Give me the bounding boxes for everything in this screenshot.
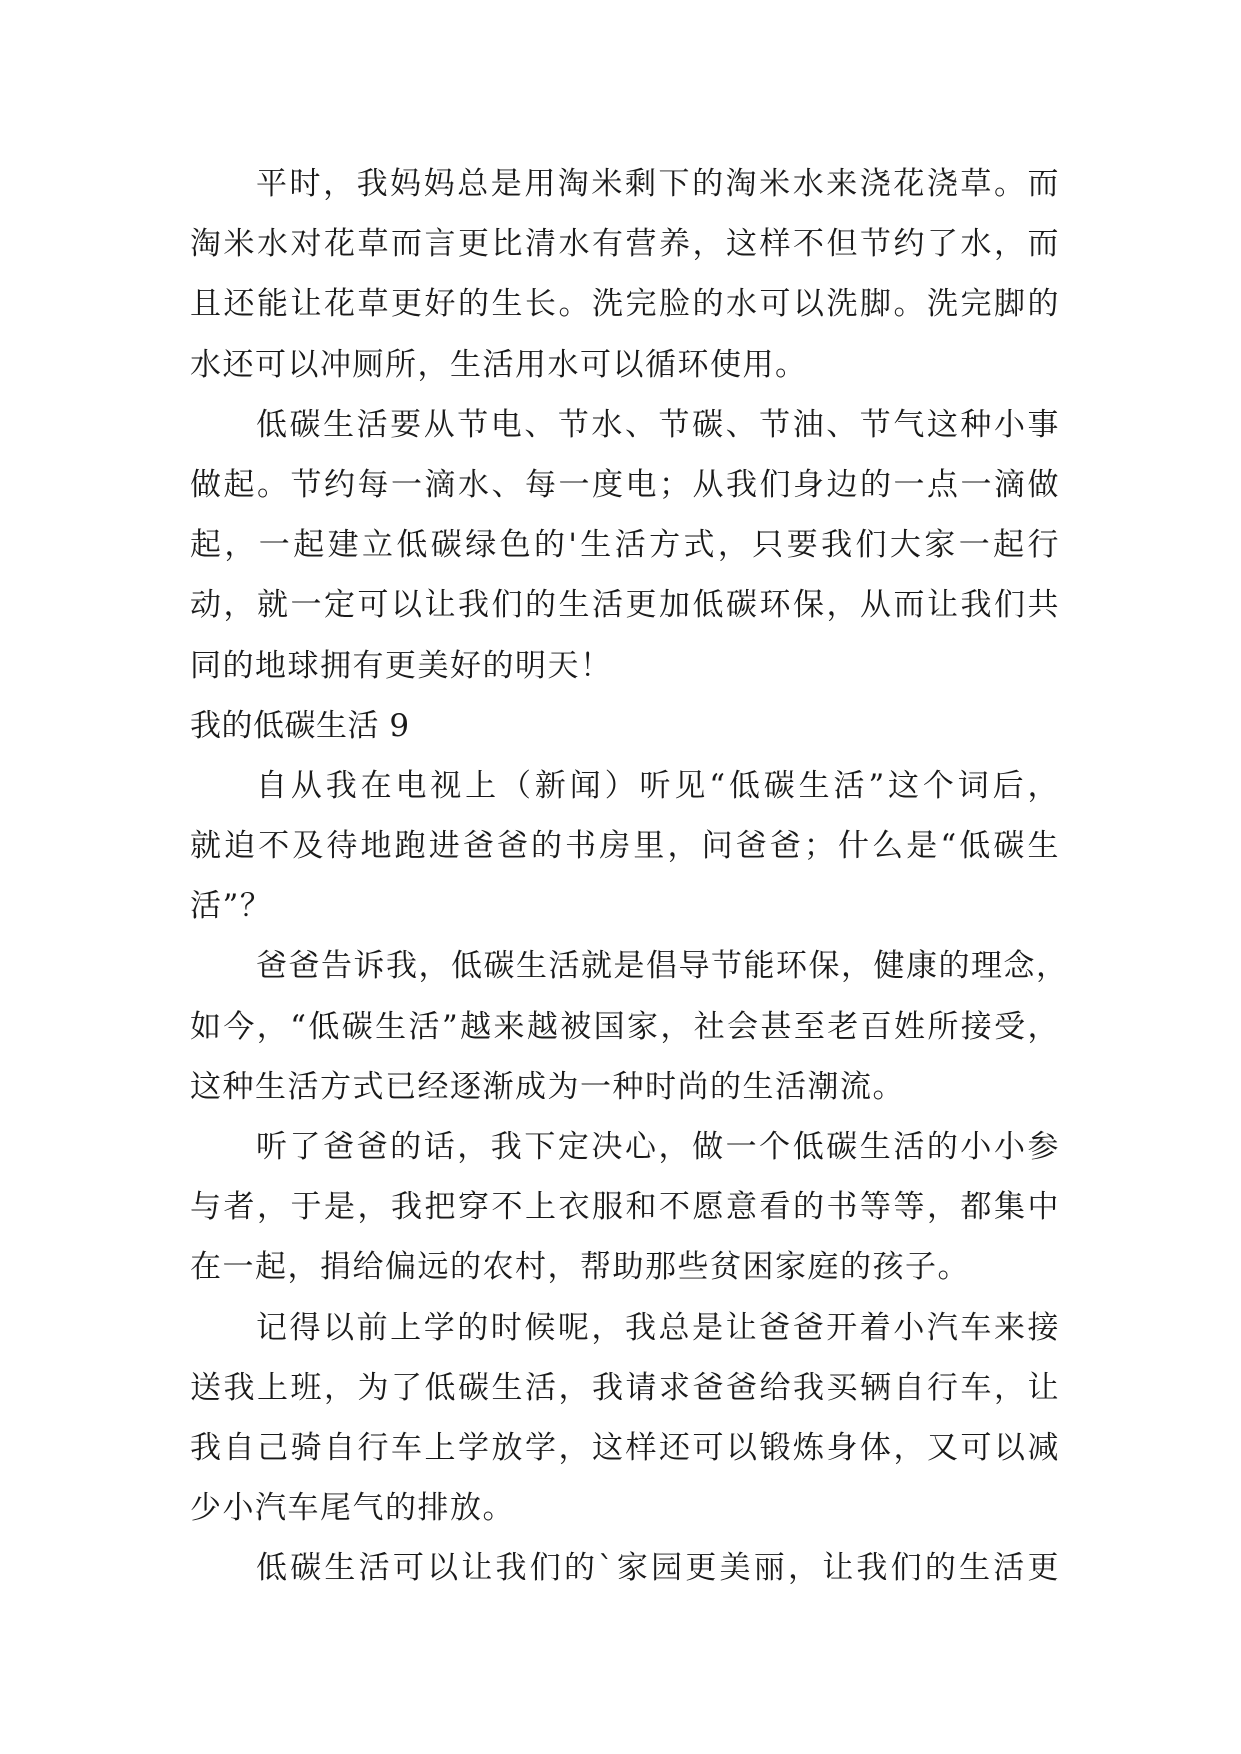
text-line: 送我上班，为了低碳生活，我请求爸爸给我买辆自行车，让	[190, 1369, 1060, 1406]
text-line: 同的地球拥有更美好的明天！	[190, 647, 613, 684]
text-line: 水还可以冲厕所，生活用水可以循环使用。	[190, 346, 808, 383]
text-line: 起，一起建立低碳绿色的'生活方式，只要我们大家一起行	[190, 527, 1060, 564]
text-line: 活”？	[190, 888, 273, 925]
text-line: 与者，于是，我把穿不上衣服和不愿意看的书等等，都集中	[190, 1189, 1060, 1226]
text-line: 我自己骑自行车上学放学，这样还可以锻炼身体，又可以减	[190, 1429, 1060, 1466]
text-line: 平时，我妈妈总是用淘米剩下的淘米水来浇花浇草。而	[256, 166, 1060, 202]
text-line: 自从我在电视上（新闻）听见“低碳生活”这个词后，	[256, 767, 1060, 804]
text-line: 这种生活方式已经逐渐成为一种时尚的生活潮流。	[190, 1068, 905, 1105]
text-line: 就迫不及待地跑进爸爸的书房里，问爸爸；什么是“低碳生	[190, 828, 1060, 865]
text-line: 如今，“低碳生活”越来越被国家，社会甚至老百姓所接受，	[190, 1008, 1060, 1045]
text-line: 记得以前上学的时候呢，我总是让爸爸开着小汽车来接	[256, 1309, 1060, 1346]
text-line: 淘米水对花草而言更比清水有营养，这样不但节约了水，而	[190, 226, 1060, 263]
text-line: 少小汽车尾气的排放。	[190, 1490, 515, 1527]
text-line: 且还能让花草更好的生长。洗完脸的水可以洗脚。洗完脚的	[190, 286, 1060, 323]
text-line: 在一起，捐给偏远的农村，帮助那些贫困家庭的孩子。	[190, 1249, 970, 1286]
text-line: 做起。节约每一滴水、每一度电；从我们身边的一点一滴做	[190, 466, 1060, 503]
text-line: 爸爸告诉我，低碳生活就是倡导节能环保，健康的理念，	[256, 948, 1069, 985]
section-heading: 我的低碳生活 9	[190, 707, 410, 744]
text-line: 低碳生活要从节电、节水、节碳、节油、节气这种小事	[256, 406, 1060, 443]
text-line: 低碳生活可以让我们的`家园更美丽，让我们的生活更	[256, 1550, 1060, 1587]
text-line: 动，就一定可以让我们的生活更加低碳环保，从而让我们共	[190, 587, 1060, 624]
document-body	[190, 154, 1069, 1599]
text-line: 听了爸爸的话，我下定决心，做一个低碳生活的小小参	[256, 1129, 1060, 1165]
